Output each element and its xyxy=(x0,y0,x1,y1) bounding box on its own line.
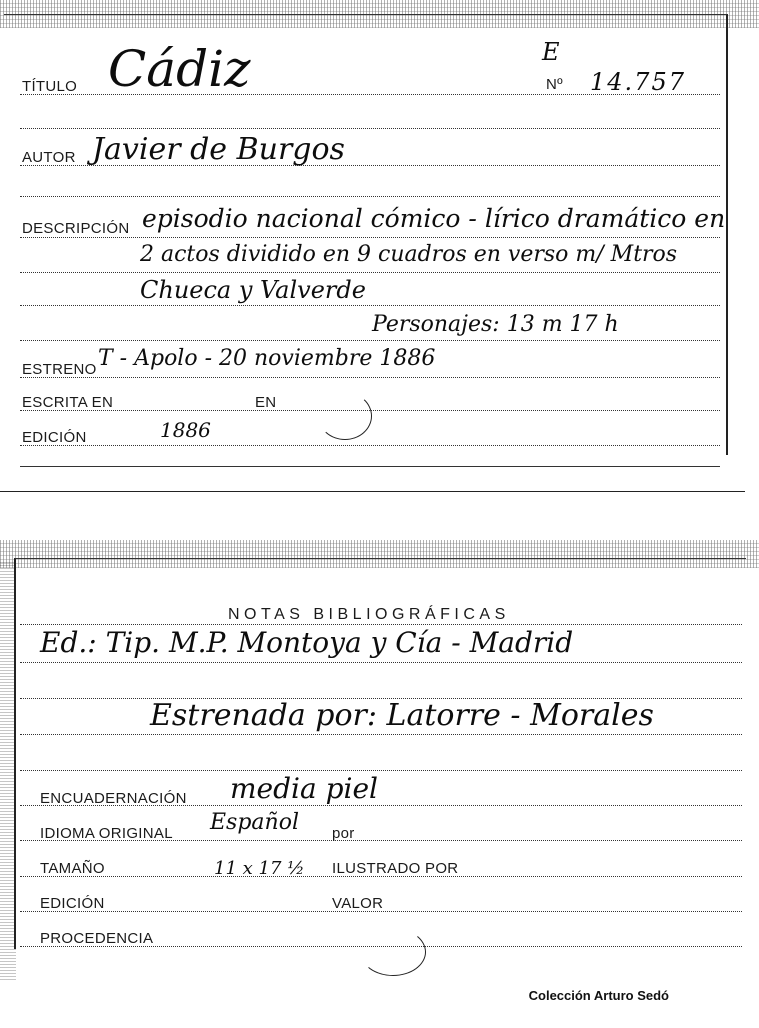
label-valor: VALOR xyxy=(332,895,384,912)
rule-blank xyxy=(20,770,742,771)
handwritten-descripcion-3: Chueca y Valverde xyxy=(140,276,366,304)
ink-scribble xyxy=(318,392,372,440)
label-en: EN xyxy=(255,394,277,411)
rule-descripcion-3 xyxy=(20,305,720,306)
rule-notes-2 xyxy=(20,734,742,735)
rule-notes-1 xyxy=(20,662,742,663)
rule-personajes xyxy=(20,340,720,341)
handwritten-notes-1: Ed.: Tip. M.P. Montoya y Cía - Madrid xyxy=(40,626,574,659)
label-tamano: TAMAÑO xyxy=(40,860,105,877)
rule-blank xyxy=(20,196,720,197)
rule-estreno xyxy=(20,377,720,378)
notes-heading: NOTAS BIBLIOGRÁFICAS xyxy=(228,606,510,623)
label-escrita-en: ESCRITA EN xyxy=(22,394,114,411)
label-encuadernacion: ENCUADERNACIÓN xyxy=(40,790,187,807)
label-titulo: TÍTULO xyxy=(22,78,78,95)
handwritten-idioma: Español xyxy=(210,810,299,835)
rule-blank xyxy=(20,466,720,467)
label-ilustrado-por: ILUSTRADO POR xyxy=(332,860,459,877)
handwritten-numero: 14.757 xyxy=(590,68,686,96)
handwritten-mark: E xyxy=(542,38,560,66)
handwritten-autor: Javier de Burgos xyxy=(92,132,345,167)
label-edicion: EDICIÓN xyxy=(40,895,105,912)
rule-descripcion-1 xyxy=(20,237,720,238)
ink-scribble xyxy=(360,928,426,976)
card-separator xyxy=(0,491,745,492)
label-procedencia: PROCEDENCIA xyxy=(40,930,154,947)
handwritten-descripcion-1: episodio nacional cómico - lírico dramático en xyxy=(142,204,726,233)
handwritten-personajes: Personajes: 13 m 17 h xyxy=(372,312,619,337)
handwritten-titulo: Cádiz xyxy=(108,40,251,98)
handwritten-notes-2: Estrenada por: Latorre - Morales xyxy=(150,698,654,733)
rule-heading xyxy=(20,624,742,625)
label-por: por xyxy=(332,825,355,842)
rule-blank xyxy=(20,128,720,129)
label-idioma-original: IDIOMA ORIGINAL xyxy=(40,825,173,842)
rule-descripcion-2 xyxy=(20,272,720,273)
label-descripcion: DESCRIPCIÓN xyxy=(22,220,130,237)
handwritten-tamano: 11 x 17 ½ xyxy=(214,858,305,879)
label-edicion: EDICIÓN xyxy=(22,429,87,446)
catalog-card-top xyxy=(0,0,759,492)
rule-edicion xyxy=(20,445,720,446)
handwritten-encuadernacion: media piel xyxy=(230,772,378,805)
label-autor: AUTOR xyxy=(22,149,76,166)
catalog-card-bottom xyxy=(0,540,759,1010)
label-numero: Nº xyxy=(546,76,563,93)
handwritten-edicion: 1886 xyxy=(160,418,211,442)
collection-credit: Colección Arturo Sedó xyxy=(528,988,669,1003)
handwritten-descripcion-2: 2 actos dividido en 9 cuadros en verso m/ Mtros xyxy=(140,242,678,267)
label-estreno: ESTRENO xyxy=(22,361,97,378)
handwritten-estreno: T - Apolo - 20 noviembre 1886 xyxy=(98,346,436,371)
